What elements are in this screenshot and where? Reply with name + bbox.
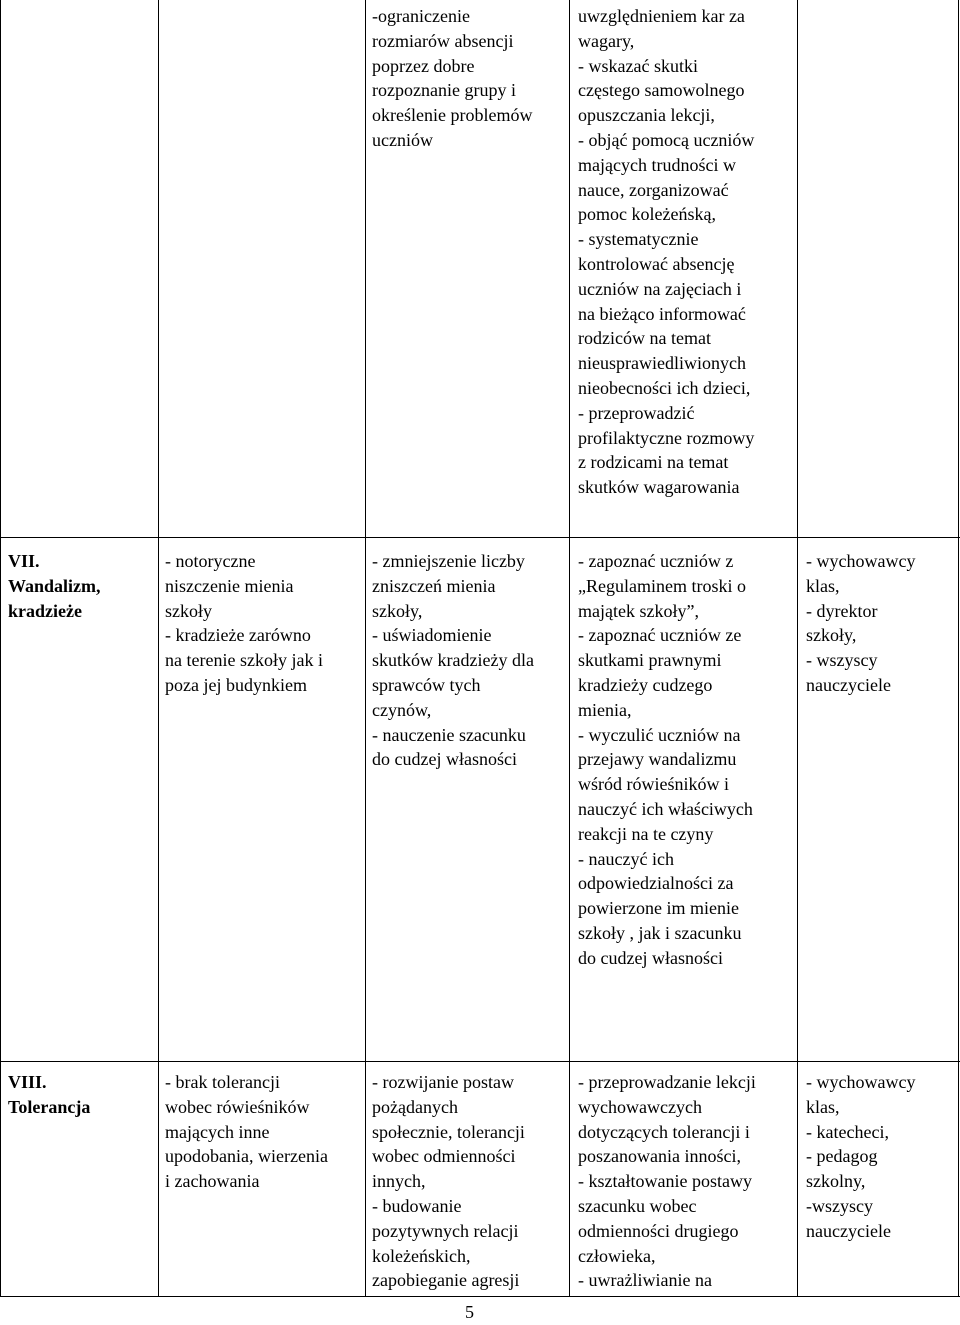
row2-section: VII. Wandalizm, kradzieże	[8, 551, 101, 621]
row3-tasks: - przeprowadzanie lekcji wychowawczych dotyczących tolerancji i poszanowania inności, - kształtowanie postawy szacunku wobec odmienności drugiego człowieka, - uwrażliwianie na	[578, 1072, 756, 1291]
row1-goal: -ograniczenie rozmiarów absencji poprzez dobre rozpoznanie grupy i określenie problemów uczniów	[372, 6, 533, 150]
page-number: 5	[465, 1302, 474, 1322]
row2-goal: - zmniejszenie liczby zniszczeń mienia szkoły, - uświadomienie skutków kradzieży dla sprawców tych czynów, - nauczenie szacunku do cudzej własności	[372, 551, 534, 770]
col-line	[958, 0, 959, 1296]
row3-responsible: - wychowawcy klas, - katecheci, - pedagog szkolny, -wszyscy nauczyciele	[806, 1072, 916, 1241]
row2-responsible: - wychowawcy klas, - dyrektor szkoły, - wszyscy nauczyciele	[806, 551, 916, 695]
row-line	[0, 537, 960, 538]
row2-tasks: - zapoznać uczniów z „Regulaminem troski o majątek szkoły”, - zapoznać uczniów ze skutkami prawnymi kradzieży cudzego mienia, - wyczulić uczniów na przejawy wandalizmu wśród rówieśników i nauczyć ich właściwych reakcji na te czyny - nauczyć ich odpowiedzialności za powierzone im mienie szkoły , jak i szacunku do cudzej własności	[578, 551, 753, 968]
col-line	[797, 0, 798, 1296]
col-line	[0, 0, 1, 1296]
row1-tasks: uwzględnieniem kar za wagary, - wskazać skutki częstego samowolnego opuszczania lekcji, - objąć pomocą uczniów mających trudności w nauce, zorganizować pomoc koleżeńską, - systematycznie kontrolować absencję uczniów na zajęciach i na bieżąco informować rodziców na temat nieusprawiedliwionych nieobecności ich dzieci, - przeprowadzić profilaktyczne rozmowy z rodzicami na temat skutków wagarowania	[578, 6, 755, 498]
col-line	[158, 0, 159, 1296]
col-line	[365, 0, 366, 1296]
row3-section: VIII. Tolerancja	[8, 1072, 91, 1117]
row3-problem: - brak tolerancji wobec rówieśników mających inne upodobania, wierzenia i zachowania	[165, 1072, 328, 1192]
row-line	[0, 1296, 960, 1297]
row2-problem: - notoryczne niszczenie mienia szkoły - kradzieże zarówno na terenie szkoły jak i poza jej budynkiem	[165, 551, 323, 695]
row-line	[0, 1061, 960, 1062]
row3-goal: - rozwijanie postaw pożądanych społecznie, tolerancji wobec odmienności innych, - budowanie pozytywnych relacji koleżeńskich, zapobieganie agresji	[372, 1072, 525, 1291]
col-line	[569, 0, 570, 1296]
